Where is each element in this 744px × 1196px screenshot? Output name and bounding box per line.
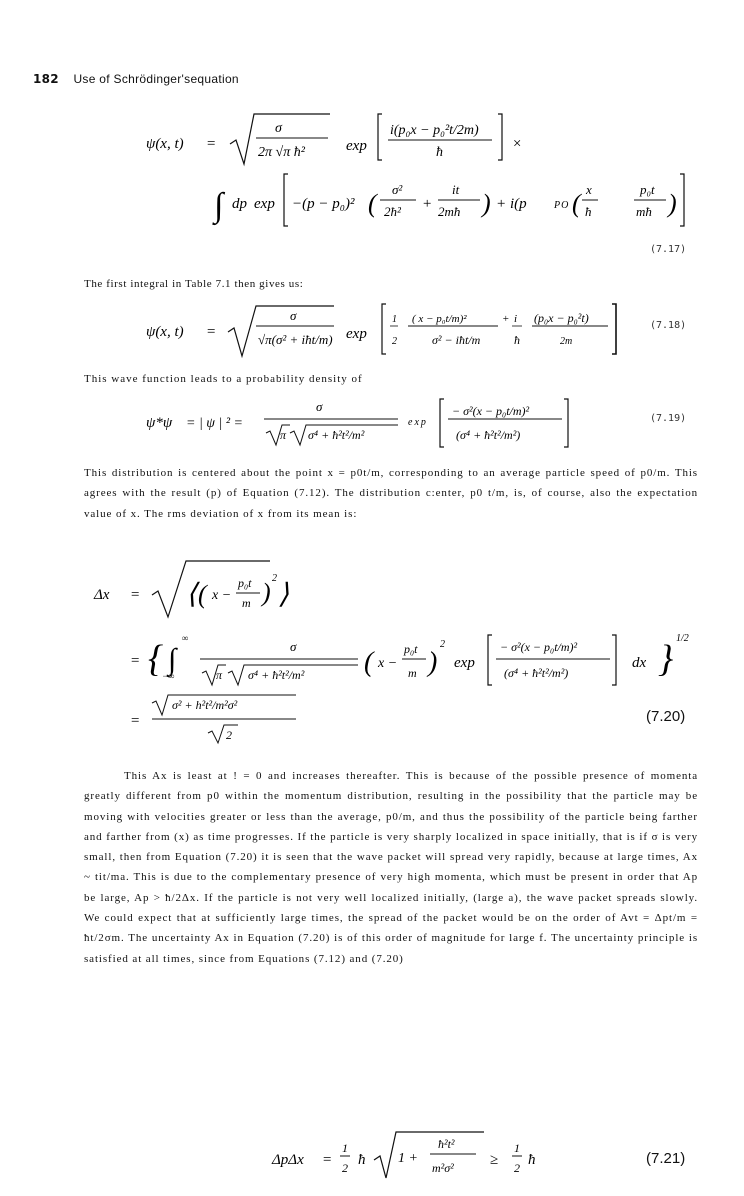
svg-text:⟨: ⟨ xyxy=(186,579,197,610)
svg-text:it: it xyxy=(452,182,460,197)
svg-text:{: { xyxy=(148,638,164,680)
svg-text:m: m xyxy=(408,666,417,680)
svg-text:= | ψ | ² =: = | ψ | ² = xyxy=(186,416,243,431)
svg-text:ħ: ħ xyxy=(528,1152,536,1168)
svg-text:=: = xyxy=(322,1152,333,1168)
equation-number-7-21: (7.21) xyxy=(646,1150,686,1167)
svg-text:m²σ²: m²σ² xyxy=(432,1161,454,1175)
svg-text:(: ( xyxy=(198,580,207,609)
svg-text:2π √π ħ²: 2π √π ħ² xyxy=(258,145,305,160)
svg-text:1: 1 xyxy=(514,1141,520,1155)
svg-text:p₀t: p₀t xyxy=(238,576,252,590)
svg-text:∫: ∫ xyxy=(214,187,224,224)
svg-text:(: ( xyxy=(572,189,581,218)
svg-text:σ²: σ² xyxy=(392,182,403,197)
svg-text:(: ( xyxy=(364,647,374,678)
svg-text:− σ²(x − p₀t/m)²: − σ²(x − p₀t/m)² xyxy=(500,640,578,654)
svg-text:ψ(x, t): ψ(x, t) xyxy=(146,324,184,340)
svg-text:=: = xyxy=(130,653,141,669)
equation-number-7-17: (7.17) xyxy=(650,244,687,255)
svg-text:Δx: Δx xyxy=(94,587,110,603)
svg-text:): ) xyxy=(262,578,271,607)
svg-text:ħ: ħ xyxy=(514,333,520,347)
svg-text:+: + xyxy=(502,313,510,325)
svg-text:( x − p₀t/m)²: ( x − p₀t/m)² xyxy=(412,313,467,325)
svg-text:exp: exp xyxy=(408,417,428,428)
equation-number-7-20: (7.20) xyxy=(646,708,686,725)
svg-text:exp: exp xyxy=(254,196,275,212)
svg-text:exp: exp xyxy=(346,138,367,154)
svg-text:−(p − p₀)²: −(p − p₀)² xyxy=(292,196,355,212)
svg-text:2m: 2m xyxy=(560,336,573,347)
svg-text:2: 2 xyxy=(272,573,277,584)
svg-text:=: = xyxy=(206,136,217,152)
svg-text:x −: x − xyxy=(378,656,398,671)
svg-text:+: + xyxy=(422,196,433,212)
svg-text:ψ(x, t): ψ(x, t) xyxy=(146,136,184,152)
svg-text:): ) xyxy=(668,189,677,218)
svg-text:− σ²(x − p₀t/m)²: − σ²(x − p₀t/m)² xyxy=(452,404,530,418)
svg-text:}: } xyxy=(658,638,674,680)
running-title: Use of Schrödinger'sequation xyxy=(73,72,239,86)
page-number: 182 xyxy=(33,72,59,86)
svg-text:2: 2 xyxy=(392,336,397,347)
paragraph-distribution: This distribution is centered about the point x = p0t/m, corresponding to an average particle speed of p0/m. This agrees with the result (p) of Equation (7.12). The distribution c:enter, p0 t/m, is, of course, also the expectation value of x. The rms deviation of x from its mean is: xyxy=(84,467,698,520)
equation-7-21 xyxy=(270,1128,570,1184)
svg-text:σ: σ xyxy=(275,121,282,136)
svg-text:PO: PO xyxy=(554,200,570,211)
svg-text:−∞: −∞ xyxy=(162,671,175,681)
svg-text:σ² − iħt/m: σ² − iħt/m xyxy=(432,333,481,347)
svg-text:(p₀x − p₀²t): (p₀x − p₀²t) xyxy=(534,311,589,325)
svg-text:ħ: ħ xyxy=(358,1152,366,1168)
paragraph-uncertainty: This Ax is least at ! = 0 and increases thereafter. This is because of the possible presence of momenta greatly different from p0 within the momentum distribution, resulting in the possibility that the particle may be moving with velocities greater or less than the average, p0/m, and thus the possibility of the particle being farther and farther from (x) as time progresses. If the particle is very sharply localized in space initially, that is if σ is very small, then from Equation (7.20) it is seen that the wave packet will spread very rapidly, because at large times, Ax ~ tit/ma. This is due to the complementary presence of very high momenta, which must be present in order that Ap be large, Ap > ħ/2Δx. If the particle is not very well localized initially, (large a), the wave packet spreads slowly. We could expect that at sufficiently large times, the spread of the packet would be on the order of Avt = Δpt/m = ħt/2σm. The uncertainty Ax in Equation (7.20) is of this order of magnitude for large f. The uncertainty principle is satisfied at all times, since from Equations (7.12) and (7.20) xyxy=(84,770,698,965)
equation-7-18 xyxy=(140,302,640,362)
svg-text:1 +: 1 + xyxy=(398,1151,418,1166)
svg-text:⟩: ⟩ xyxy=(278,579,289,610)
svg-text:1: 1 xyxy=(342,1141,348,1155)
svg-text:1: 1 xyxy=(392,314,397,325)
svg-text:mħ: mħ xyxy=(636,204,652,219)
svg-text:π: π xyxy=(216,668,223,682)
svg-text:exp: exp xyxy=(454,655,475,671)
svg-text:): ) xyxy=(428,647,438,678)
svg-text:ħ²t²: ħ²t² xyxy=(438,1137,455,1151)
svg-text:∫: ∫ xyxy=(168,643,177,676)
equation-7-19 xyxy=(140,395,640,455)
svg-text:dx: dx xyxy=(632,655,647,671)
svg-text:=: = xyxy=(206,324,217,340)
svg-text:i(p₀x − p₀²t/2m): i(p₀x − p₀²t/2m) xyxy=(390,123,479,138)
svg-text:2ħ²: 2ħ² xyxy=(384,204,401,219)
paragraph-probability-density: This wave function leads to a probability density of xyxy=(84,373,363,385)
svg-text:2: 2 xyxy=(342,1161,348,1175)
svg-text:i(p: i(p xyxy=(510,196,527,212)
svg-text:2: 2 xyxy=(514,1161,520,1175)
svg-text:2: 2 xyxy=(440,639,445,650)
svg-text:(: ( xyxy=(368,189,377,218)
svg-text:): ) xyxy=(482,189,491,218)
svg-text:2mħ: 2mħ xyxy=(438,204,461,219)
svg-text:ψ*ψ: ψ*ψ xyxy=(146,415,173,431)
svg-text:x: x xyxy=(586,182,592,197)
svg-text:ħ: ħ xyxy=(436,145,443,160)
svg-text:≥: ≥ xyxy=(490,1152,499,1168)
svg-text:π: π xyxy=(280,428,287,442)
svg-text:exp: exp xyxy=(346,326,367,342)
svg-text:x −: x − xyxy=(212,588,232,603)
equation-number-7-18: (7.18) xyxy=(650,320,687,331)
svg-text:σ⁴ + ħ²t²/m²: σ⁴ + ħ²t²/m² xyxy=(248,668,305,682)
svg-text:×: × xyxy=(512,136,523,152)
svg-text:i: i xyxy=(514,313,518,325)
paragraph-first-integral: The first integral in Table 7.1 then gives us: xyxy=(84,278,304,290)
svg-text:p₀t: p₀t xyxy=(404,642,418,656)
equation-7-20 xyxy=(90,555,710,745)
svg-text:1/2: 1/2 xyxy=(676,633,689,644)
svg-text:=: = xyxy=(130,587,141,603)
svg-text:σ: σ xyxy=(290,639,297,654)
svg-text:σ: σ xyxy=(316,399,323,414)
svg-text:∞: ∞ xyxy=(182,633,189,643)
svg-text:p₀t: p₀t xyxy=(640,182,655,197)
svg-text:ΔpΔx: ΔpΔx xyxy=(272,1152,304,1168)
svg-text:(σ⁴ + ħ²t²/m²): (σ⁴ + ħ²t²/m²) xyxy=(456,428,521,442)
svg-text:σ: σ xyxy=(290,308,297,323)
page-header xyxy=(33,72,239,86)
svg-text:=: = xyxy=(130,713,141,729)
svg-text:√π(σ² + iħt/m): √π(σ² + iħt/m) xyxy=(258,332,333,347)
svg-text:(σ⁴ + ħ²t²/m²): (σ⁴ + ħ²t²/m²) xyxy=(504,666,569,680)
equation-number-7-19: (7.19) xyxy=(650,413,687,424)
svg-text:+: + xyxy=(496,196,507,212)
svg-text:ħ: ħ xyxy=(585,204,592,219)
svg-text:2: 2 xyxy=(226,728,232,742)
svg-text:σ² + h²t²/m²σ²: σ² + h²t²/m²σ² xyxy=(172,698,238,712)
svg-text:m: m xyxy=(242,596,251,610)
svg-text:σ⁴ + ħ²t²/m²: σ⁴ + ħ²t²/m² xyxy=(308,428,365,442)
equation-7-17 xyxy=(140,108,700,258)
svg-text:dp: dp xyxy=(232,196,247,212)
